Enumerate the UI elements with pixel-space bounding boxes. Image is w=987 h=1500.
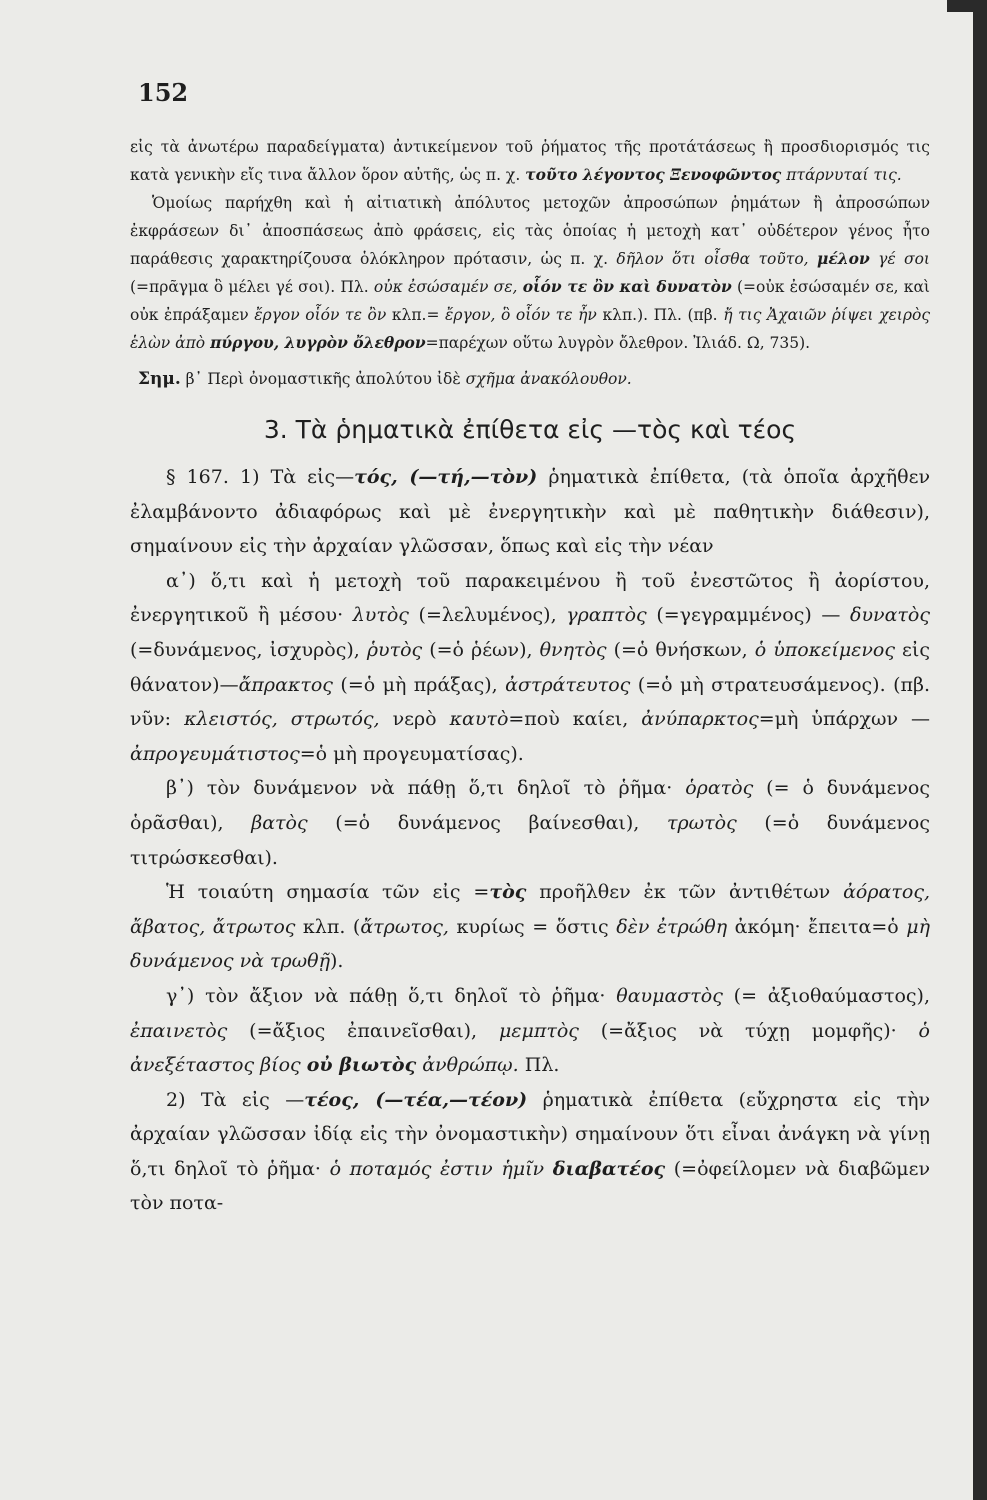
- emphasized-text: γέ σοι: [878, 250, 930, 268]
- text-run: [809, 250, 817, 268]
- text-run: κλπ. (: [295, 915, 361, 938]
- emphasized-text: δυνατὸς: [850, 604, 930, 627]
- emphasized-text: θαυμαστὸς: [616, 984, 723, 1007]
- emphasized-text: ἔργον, ὃ οἷόν τε ἦν: [445, 306, 597, 324]
- text-run: (=λελυμένος),: [408, 604, 567, 627]
- emphasized-text: λυτὸς: [352, 604, 409, 627]
- emphasized-text: ἐπαινετὸς: [130, 1019, 228, 1042]
- text-run: β᾿) τὸν δυνάμενον νὰ πάθῃ ὅ,τι δηλοῖ τὸ ῥῆμα·: [166, 777, 686, 800]
- emphasized-text: ἀνθρώπῳ.: [422, 1054, 519, 1077]
- emphasized-text: ἄτρωτος,: [360, 915, 449, 938]
- text-run: (=ὁ θνήσκων,: [606, 638, 755, 661]
- page-number: 152: [138, 78, 189, 107]
- emphasized-text: ἀστράτευτος: [505, 673, 631, 696]
- text-run: κυρίως = ὅστις: [448, 915, 617, 938]
- emphasized-text: ῥυτὸς: [366, 638, 423, 661]
- emphasized-text: τός, (—τή,—τὸν): [354, 466, 538, 488]
- emphasized-text: κλειστός, στρωτός,: [184, 708, 380, 731]
- note-label: Σημ.: [138, 369, 181, 389]
- body-paragraph-4: [130, 875, 930, 979]
- text-run: (= ὁ δυνάμενος ὁρᾶσθαι),: [130, 777, 930, 834]
- text-run: α᾿) ὅ,τι καὶ ἡ μετοχὴ τοῦ παρακειμένου ἢ τοῦ ἐνεστῶτος ἢ ἀορίστου, ἐνεργητικοῦ ἢ μέσου·: [130, 569, 930, 627]
- body-paragraph-6: [130, 1083, 930, 1221]
- emphasized-text: ὁρατὸς: [685, 777, 754, 800]
- emphasized-text: οὐκ ἐσώσαμέν σε,: [373, 278, 518, 296]
- section-title: 3. Τὰ ῥηματικὰ ἐπίθετα εἰς —τὸς καὶ τέος: [263, 415, 797, 444]
- body-paragraph-2: [130, 564, 930, 772]
- emphasized-text: οὐ βιωτὸς: [306, 1054, 417, 1077]
- text-run: β᾿ Περὶ ὀνομαστικῆς ἀπολύτου ἰδὲ: [180, 370, 466, 388]
- emphasized-text: δῆλον ὅτι οἶσθα τοῦτο,: [616, 250, 809, 268]
- text-run: (= ἀξιοθαύμαστος),: [722, 984, 931, 1007]
- text-run: =μὴ ὑπάρχων —: [758, 708, 931, 731]
- text-run: Πλ.: [518, 1054, 560, 1077]
- intro-paragraph-1: [130, 133, 930, 189]
- emphasized-text: τέος, (—τέα,—τέον): [304, 1088, 528, 1111]
- text-run: ῥηματικὰ ἐπίθετα (εὔχρηστα εἰς τὴν ἀρχαίαν γλῶσσαν ἰδίᾳ εἰς τὴν ὀνομαστικὴν) σημαίνουν ὅτι εἶναι ἀνάγκη νὰ γίνῃ ὅ,τι δηλοῖ τὸ ῥῆμα·: [130, 1088, 930, 1180]
- text-run: (=ἄξιος νὰ τύχῃ μομφῆς)·: [578, 1019, 919, 1042]
- intro-paragraph-2: [130, 189, 930, 357]
- text-run: (=ὁ μὴ στρατευσάμενος). (πβ. νῦν:: [130, 673, 930, 731]
- intro-text: [130, 133, 930, 393]
- emphasized-text: πύργου, λυγρὸν ὄλεθρον: [210, 333, 426, 352]
- emphasized-text: ὁ ἀνεξέταστος βίος: [130, 1019, 930, 1077]
- text-run: εἰς θάνατον)—: [130, 638, 930, 696]
- emphasized-text: ὁ ὑποκείμενος: [754, 638, 896, 661]
- text-run: (=γεγραμμένος) —: [646, 604, 851, 627]
- body-paragraph-1: [130, 460, 930, 564]
- text-run: (=ὁ ῥέων),: [422, 638, 540, 661]
- text-run: =ὁ μὴ προγευματίσας).: [299, 742, 524, 765]
- emphasized-text: ἀόρατος, ἄβατος, ἄτρωτος: [130, 881, 930, 938]
- text-run: [870, 250, 878, 268]
- text-run: ἀκόμη· ἔπειτα=ὁ: [727, 915, 907, 938]
- note-text: [181, 370, 632, 388]
- text-run: (=πρᾶγμα ὃ μέλει γέ σοι). Πλ.: [130, 278, 374, 296]
- emphasized-text: ἀπρογευμάτιστος: [130, 742, 300, 765]
- emphasized-text: ἀνύπαρκτος: [641, 708, 759, 731]
- text-run: νερὸ: [379, 708, 450, 731]
- emphasized-text: τρωτὸς: [666, 811, 737, 834]
- text-run: Ἡ τοιαύτη σημασία τῶν εἰς =: [166, 881, 490, 904]
- emphasized-text: γραπτὸς: [566, 604, 647, 627]
- page-edge-shadow: [973, 0, 987, 1500]
- emphasized-text: ἄπρακτος: [238, 673, 333, 696]
- emphasized-text: διαβατέος: [552, 1157, 666, 1180]
- emphasized-text: πτάρνυταί τις.: [786, 166, 902, 184]
- emphasized-text: τὸς: [489, 881, 527, 904]
- text-run: =ποὺ καίει,: [508, 708, 642, 731]
- body-paragraph-3: [130, 771, 930, 875]
- text-run: εἰς τὰ ἀνωτέρω παραδείγματα) ἀντικείμενον τοῦ ῥήματος τῆς προτάτάσεως ἢ προσδιορισμός τις κατὰ γενικὴν εἴς τινα ἄλλον ὅρον αὐτῆς, ὡς π. χ.: [130, 138, 930, 184]
- text-run: (=ὁ δυνάμενος τιτρώσκεσθαι).: [130, 811, 931, 869]
- text-run: (=ὁ μὴ πράξας),: [332, 673, 506, 696]
- emphasized-text: ἔργον οἷόν τε ὂν: [254, 306, 387, 324]
- text-run: (=ὀφείλομεν νὰ διαβῶμεν τὸν ποτα-: [130, 1157, 931, 1215]
- text-run: ).: [330, 950, 344, 973]
- text-run: κλπ.=: [386, 306, 446, 324]
- emphasized-text: θνητὸς: [539, 638, 607, 661]
- text-run: γ᾿) τὸν ἄξιον νὰ πάθῃ ὅ,τι δηλοῖ τὸ ῥῆμα·: [166, 984, 617, 1007]
- emphasized-text: ἤ τις Ἀχαιῶν ῥίψει χειρὸς ἑλὼν ἀπὸ: [130, 306, 931, 352]
- text-run: προῆλθεν ἐκ τῶν ἀντιθέτων: [526, 881, 844, 904]
- text-run: (=ὁ δυνάμενος βαίνεσθαι),: [307, 811, 667, 834]
- emphasized-text: καυτὸ: [449, 708, 509, 731]
- text-run: (=δυνάμενος, ἰσχυρὸς),: [130, 638, 367, 661]
- body-text: [130, 460, 930, 1221]
- note-paragraph: [130, 365, 930, 393]
- text-run: κλπ.). Πλ. (πβ.: [596, 306, 724, 324]
- text-run: =παρέχων οὕτω λυγρὸν ὄλεθρον. Ἰλιάδ. Ω, 735).: [425, 334, 811, 352]
- emphasized-text: δὲν ἐτρώθη: [616, 915, 728, 938]
- emphasized-text: ὁ ποταμός ἐστιν ἡμῖν: [329, 1157, 545, 1180]
- emphasized-text: οἷόν τε ὂν καὶ δυνατὸν: [522, 277, 732, 296]
- text-run: § 167. 1) Τὰ εἰς—: [166, 466, 355, 488]
- page-corner-shadow: [947, 0, 987, 12]
- body-paragraph-5: [130, 979, 930, 1083]
- text-run: ῥηματικὰ ἐπίθετα, (τὰ ὁποῖα ἀρχῆθεν ἐλαμβάνοντο ἀδιαφόρως καὶ μὲ ἐνεργητικὴν καὶ μὲ παθητικὴν διάθεσιν), σημαίνουν εἰς τὴν ἀρχαίαν γλῶσσαν, ὅπως καὶ εἰς τὴν νέαν: [130, 466, 930, 558]
- emphasized-text: σχῆμα ἀνακόλουθον.: [465, 370, 632, 388]
- text-run: (=οὐκ ἐσώσαμέν σε, καὶ οὐκ ἐπράξαμεν: [130, 278, 931, 324]
- text-run: [544, 1158, 553, 1180]
- text-run: (=ἄξιος ἐπαινεῖσθαι),: [227, 1019, 499, 1042]
- emphasized-text: βατὸς: [251, 811, 308, 834]
- emphasized-text: μὴ δυνάμενος νὰ τρωθῇ: [130, 915, 930, 973]
- emphasized-text: μεμπτὸς: [498, 1019, 579, 1042]
- text-run: Ὁμοίως παρήχθη καὶ ἡ αἰτιατικὴ ἀπόλυτος μετοχῶν ἀπροσώπων ῥημάτων ἢ ἀπροσώπων ἐκφράσεων δι᾿ ἀποσπάσεως ἀπὸ φράσεις, εἰς τὰς ὁποίας ἡ μετοχὴ κατ᾿ οὐδέτερον γένος ἦτο παράθεσις χαρακτηρίζουσα ὁλόκληρον πρότασιν, ὡς π. χ.: [130, 194, 930, 268]
- emphasized-text: τοῦτο λέγοντος Ξενοφῶντος: [525, 165, 782, 184]
- page-content: [130, 70, 930, 1221]
- emphasized-text: μέλον: [816, 249, 870, 268]
- text-run: 2) Τὰ εἰς —: [166, 1088, 305, 1111]
